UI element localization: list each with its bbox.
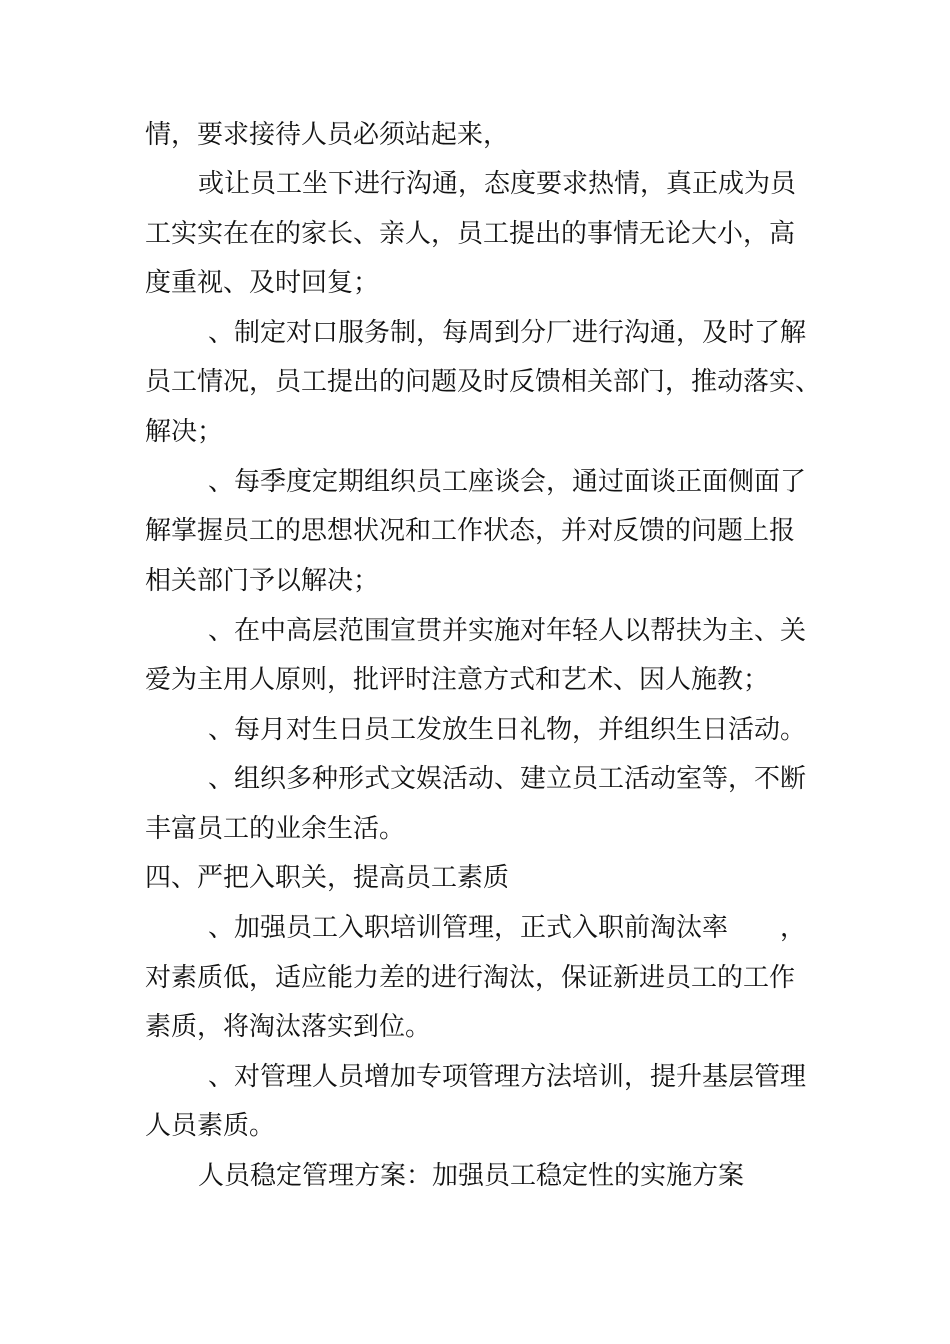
- text-line: 、每季度定期组织员工座谈会，通过面谈正面侧面了: [208, 467, 807, 497]
- text-line: 人员素质。: [145, 1111, 276, 1141]
- text-line: 相关部门予以解决；: [145, 566, 380, 596]
- document-title-line: 人员稳定管理方案：加强员工稳定性的实施方案: [198, 1161, 745, 1191]
- text-line: 、每月对生日员工发放生日礼物，并组织生日活动。: [208, 715, 807, 745]
- text-line: 解掌握员工的思想状况和工作状态，并对反馈的问题上报: [145, 516, 796, 546]
- text-line: 、组织多种形式文娱活动、建立员工活动室等，不断: [208, 764, 807, 794]
- text-line: 、在中高层范围宣贯并实施对年轻人以帮扶为主、关: [208, 616, 807, 646]
- text-line: 、加强员工入职培训管理，正式入职前淘汰率 ，: [208, 913, 807, 943]
- text-line: 度重视、及时回复；: [145, 268, 380, 298]
- text-line: 解决；: [145, 417, 224, 447]
- text-line: 素质，将淘汰落实到位。: [145, 1012, 432, 1042]
- text-line: 、制定对口服务制，每周到分厂进行沟通，及时了解: [208, 318, 807, 348]
- text-line: 工实实在在的家长、亲人，员工提出的事情无论大小，高: [145, 219, 796, 249]
- text-line: 爱为主用人原则，批评时注意方式和艺术、因人施教；: [145, 665, 770, 695]
- text-line: 、对管理人员增加专项管理方法培训，提升基层管理: [208, 1062, 807, 1092]
- text-line: 员工情况，员工提出的问题及时反馈相关部门，推动落实、: [145, 367, 822, 397]
- text-line: 情，要求接待人员必须站起来，: [145, 120, 510, 150]
- text-line: 丰富员工的业余生活。: [145, 814, 406, 844]
- section-heading: 四、严把入职关，提高员工素质: [145, 863, 510, 893]
- text-line: 或让员工坐下进行沟通，态度要求热情，真正成为员: [198, 169, 797, 199]
- text-line: 对素质低，适应能力差的进行淘汰，保证新进员工的工作: [145, 963, 796, 993]
